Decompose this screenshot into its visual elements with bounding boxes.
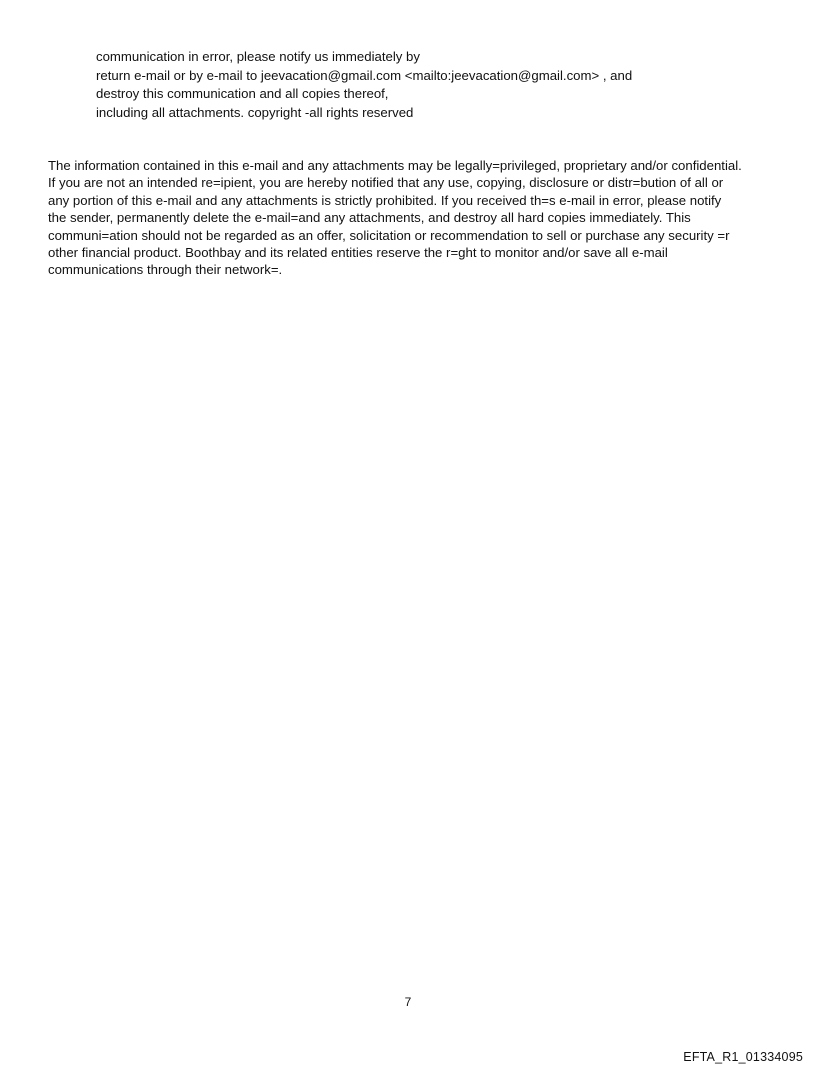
email-notice-line: communication in error, please notify us immediately by: [96, 49, 420, 64]
page-number: 7: [404, 995, 412, 1009]
email-notice-line: destroy this communication and all copies thereof,: [96, 86, 389, 101]
disclaimer-line: The information contained in this e-mail and any attachments may be legally=privileged, proprietary and/or confidential.: [48, 158, 742, 173]
disclaimer-line: communications through their network=.: [48, 262, 283, 278]
confidentiality-disclaimer: [48, 157, 788, 279]
email-notice-line: return e-mail or by e-mail to jeevacation@gmail.com <mailto:jeevacation@gmail.com> , and: [96, 67, 633, 83]
email-notice-block: [96, 48, 776, 122]
disclaimer-line: any portion of this e-mail and any attachments is strictly prohibited. If you received th=s e-mail in error, please notify: [48, 192, 722, 208]
disclaimer-line: the sender, permanently delete the e-mail=and any attachments, and destroy all hard copies immediately. This: [48, 210, 691, 226]
disclaimer-line: communi=ation should not be regarded as an offer, solicitation or recommendation to sell or purchase any security =r: [48, 227, 730, 243]
document-id: EFTA_R1_01334095: [683, 1050, 803, 1064]
email-notice-line: including all attachments. copyright -all rights reserved: [96, 104, 414, 120]
disclaimer-line: other financial product. Boothbay and its related entities reserve the r=ght to monitor and/or save all e-mail: [48, 245, 668, 261]
disclaimer-line: If you are not an intended re=ipient, you are hereby notified that any use, copying, disclosure or distr=bution of all or: [48, 175, 724, 191]
